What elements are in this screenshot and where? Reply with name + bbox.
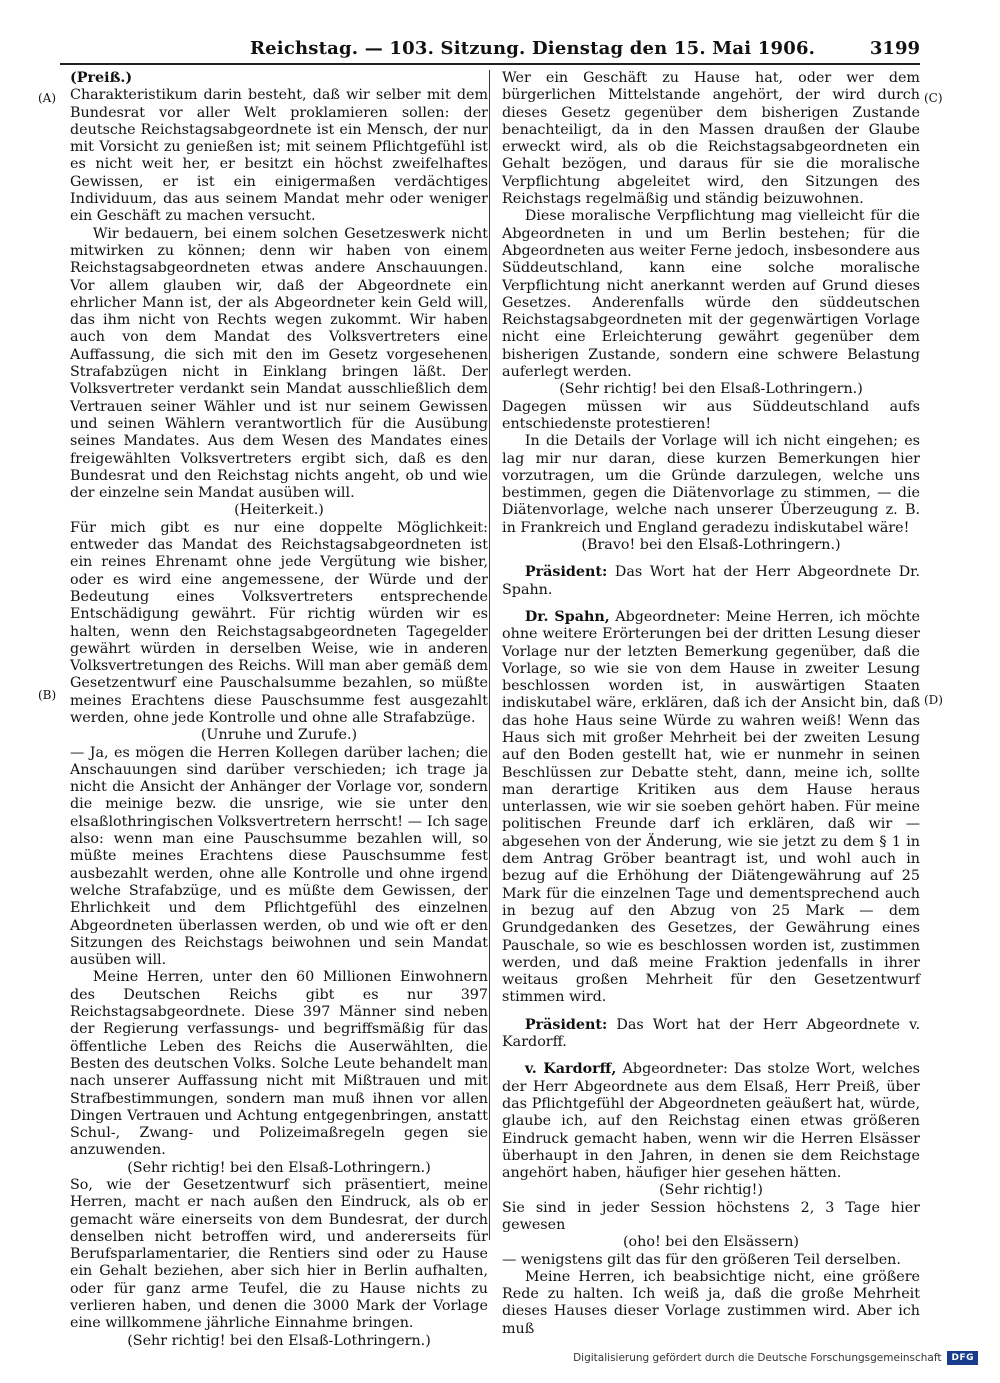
paragraph: So, wie der Gesetzentwurf sich präsentiert, meine Herren, macht er nach außen den Eindruck, als ob er gemacht wäre einerseits von dem Bundesrat, der durch denselben nicht betroffen wird, und andererseits für Berufsparlamentarier, die Rentiers sind oder zu Hause ein Gehalt beziehen, aber sich hier in Berlin aufhalten, oder für ganz arme Teufel, die zu Hause nichts zu verlieren haben, und denen die 3000 Mark der Vorlage eine willkommene jährliche Einnahme bringen. — [70, 1177, 488, 1332]
interjection: (Unruhe und Zurufe.) — [200, 727, 358, 744]
margin-marker-a: (A) — [38, 91, 57, 105]
column-divider — [489, 70, 490, 1240]
footer — [573, 1351, 978, 1365]
paragraph: Dagegen müssen wir aus Süddeutschland aufs entschiedenste protestieren! — [502, 398, 920, 432]
president-statement — [502, 1017, 920, 1052]
paragraph: — wenigstens gilt das für den größeren Teil derselben. — [502, 1251, 901, 1268]
margin-marker-b: (B) — [38, 688, 57, 702]
interjection: (Heiterkeit.) — [234, 502, 324, 519]
paragraph: Diese moralische Verpflichtung mag vielleicht für die Abgeordneten in und um Berlin bestehen; für die Abgeordneten aus weiter Ferne jedoch, insbesondere aus Süddeutschland, kann eine solche moralische Verpflichtung nicht anerkannt werden auf Grund dieses Gesetzes. Anderenfalls würde den süddeutschen Reichstagsabgeordneten mit der gegenwärtigen Vorlage nicht eine Erleichterung gewährt gegenüber dem bisherigen Zustande, sondern eine schwere Belastung auferlegt werden. — [502, 208, 920, 381]
paragraph: Für mich gibt es nur eine doppelte Möglichkeit: entweder das Mandat des Reichstagsabgeordneten ist ein reines Ehrenamt ohne jede Vergütung wie bisher, oder es wird eine angemessene, der Würde und der Bedeutung eines Volksvertreters entsprechende Entschädigung gewährt. Für richtig würden wir es halten, wenn den Reichstagsabgeordneten Tagegelder gewährt würden in derselben Weise, wie in anderen Volksvertretungen des Reichs. Will man aber gemäß dem Gesetzentwurf eine Pauschalsumme bezahlen, so müßte meines Erachtens diese Pauschsumme fest ausgezahlt werden, ohne jede Kontrolle und ohne alle Strafabzüge. — [70, 519, 488, 726]
speech — [502, 1061, 920, 1182]
interjection: (Sehr richtig!) — [659, 1182, 763, 1199]
right-column — [502, 70, 920, 1337]
paragraph: Charakteristikum darin besteht, daß wir selber mit dem Bundesrat vor aller Welt proklamieren sollen: der deutsche Reichstagsabgeordnete ist ein Mensch, der nur mit Vorsicht zu genießen ist; mit seinem Pflichtgefühl ist es nicht weit her, er besitzt ein höchst zweifelhaftes Gewissen, er ist ein einigermaßen verdächtiges Individuum, das aus seinem Mandat mehr oder weniger ein Geschäft zu machen versucht. — [70, 87, 488, 225]
page-number: 3199 — [869, 38, 920, 59]
speech-text: Abgeordneter: Meine Herren, ich möchte ohne weitere Erörterungen bei der dritten Lesung dieser Vorlage nur der letzten Bemerkung gegenüber, daß die Vorlage, so wie sie von dem Hause in zweiter Lesung beschlossen worden ist, in auswärtigen Staaten indiskutabel wäre, erklären, daß ich der Ansicht bin, daß das hohe Haus seine Würde zu wahren weiß! Wenn das Haus sich mit großer Mehrheit bei der zweiten Lesung auf den Boden gestellt hat, wie er nunmehr in seinen Beschlüssen zur Debatte steht, dann, meine ich, sollte man derartige Kritiken aus dem Hause heraus unterlassen, wie wir sie soeben gehört haben. Für meine politischen Freunde darf ich erklären, daß wir — abgesehen von der Änderung, wie sie jetzt zu dem § 1 in dem Antrag Gröber beantragt ist, und wohl auch in bezug auf die Erhöhung der Diätengewährung auf 25 Mark für die einzelnen Tage und dementsprechend auch in bezug auf den Abzug von 25 Mark — dem Grundgedanken des Gesetzes, der Gewährung eines Pauschale, so wie es beschlossen worden ist, zustimmen werden, und daß meine Fraktion jedenfalls in ihrer weitaus großen Mehrheit für den Gesetzentwurf stimmen wird. — [502, 608, 920, 1006]
paragraph: In die Details der Vorlage will ich nicht eingehen; es lag mir nur daran, diese kurzen Bemerkungen hier vorzutragen, um die Gründe darzulegen, welche uns bestimmen, gegen die Diätenvorlage zu stimmen, — die Diätenvorlage, welche nach unserer Überzeugung z. B. in Frankreich und England geradezu indiskutabel wäre! — [502, 433, 920, 536]
margin-marker-d: (D) — [924, 693, 943, 707]
interjection: (Sehr richtig! bei den Elsaß-Lothringern.) — [127, 1159, 431, 1176]
speaker-name: v. Kardorff, — [524, 1061, 617, 1078]
page-title: Reichstag. — 103. Sitzung. Dienstag den 15. Mai 1906. — [250, 38, 816, 59]
spacer — [502, 554, 920, 564]
dfg-logo: DFG — [947, 1351, 978, 1365]
spacer — [502, 1007, 920, 1017]
speaker-name: Präsident: — [524, 564, 608, 581]
margin-marker-c: (C) — [924, 91, 943, 105]
paragraph: Meine Herren, ich beabsichtige nicht, eine größere Rede zu halten. Ich weiß ja, daß die große Mehrheit dieses Hauses dieser Vorlage zustimmen wird. Aber ich muß — [502, 1268, 920, 1337]
interjection: (Bravo! bei den Elsaß-Lothringern.) — [581, 537, 841, 554]
paragraph: Meine Herren, unter den 60 Millionen Einwohnern des Deutschen Reichs gibt es nur 397 Reichstagsabgeordnete. Diese 397 Männer sind neben der Regierung verfassungs- und begriffsmäßig für das öffentliche Leben des Reichs die Auserwählten, die Besten des deutschen Volks. Solche Leute behandelt man nach unserer Auffassung nicht mit Mißtrauen und mit Strafbestimmungen, sondern man muß ihnen vor allen Dingen Vertrauen und Achtung entgegenbringen, anstatt Schul-, Zwang- und Polizeimaßregeln gegen sie anzuwenden. — [70, 969, 488, 1159]
speech — [502, 609, 920, 1007]
paragraph: Sie sind in jeder Session höchstens 2, 3 Tage hier gewesen — [502, 1199, 920, 1233]
paragraph: Wer ein Geschäft zu Hause hat, oder wer dem bürgerlichen Mittelstande angehört, der wird durch dieses Gesetz gegenüber dem bisherigen Zustande benachteiligt, da in den Massen draußen der Glaube erweckt wird, als ob die Reichstagsabgeordneten ein Gehalt bezögen, und daraus für sie die moralische Verpflichtung abgeleitet wird, den Sitzungen des Reichstags regelmäßig und ständig beizuwohnen. — [502, 70, 920, 208]
speaker-tag: (Preiß.) — [70, 70, 133, 86]
footer-credit: Digitalisierung gefördert durch die Deutsche Forschungsgemeinschaft — [573, 1352, 942, 1364]
spacer — [502, 1051, 920, 1061]
speaker-name: Dr. Spahn, — [524, 608, 610, 625]
page-header — [60, 34, 920, 64]
president-statement — [502, 564, 920, 599]
interjection: (Sehr richtig! bei den Elsaß-Lothringern.) — [127, 1332, 431, 1349]
paragraph: — Ja, es mögen die Herren Kollegen darüber lachen; die Anschauungen sind darüber verschieden; ich trage ja nicht die Ansicht der Anhänger der Vorlage vor, sondern die meinige bezw. die unsrige, wie sie unter den elsaßlothringischen Volksvertretern herrscht! — Ich sage also: wenn man eine Pauschsumme bezahlen will, so müßte meines Erachtens diese Pauschsumme fest ausbezahlt werden, ohne alle Kontrolle und ohne irgend welche Strafabzüge, und es müßte dem Gewissen, der Ehrlichkeit und dem Pflichtgefühl des einzelnen Abgeordneten überlassen werden, ob und wie oft er den Sitzungen des Reichstags beiwohnen und sein Mandat ausüben will. — [70, 744, 488, 969]
paragraph: Wir bedauern, bei einem solchen Gesetzeswerk nicht mitwirken zu können; denn wir haben von einem Reichstagsabgeordneten etwas andere Anschauungen. Vor allem glauben wir, daß der Abgeordnete ein ehrlicher Mann ist, der als Abgeordneter kein Geld will, das ihm nicht von Rechts wegen zukommt. Wir haben auch von dem Mandat des Volksvertreters eine Auffassung, die sich mit den im Gesetz vorgesehenen Strafabzügen nicht in Einklang bringen läßt. Der Volksvertreter verdankt sein Mandat ausschließlich dem Vertrauen seiner Wähler und ist nur seinem Gewissen und seinen Wählern verantwortlich für die Ausübung seines Mandates. Aus dem Wesen des Mandates eines freigewählten Volksvertreters ergibt sich, daß es den Bundesrat und den Reichstag nichts angeht, ob und wie der einzelne sein Mandat ausüben will. — [70, 225, 488, 502]
interjection: (Sehr richtig! bei den Elsaß-Lothringern.) — [559, 381, 863, 398]
statement-text: Das Wort hat der Herr Abgeordnete v. Kardorff. — [502, 1016, 920, 1051]
interjection: (oho! bei den Elsässern) — [622, 1234, 799, 1251]
spacer — [502, 599, 920, 609]
header-rule — [60, 63, 920, 65]
speaker-name: Präsident: — [524, 1016, 608, 1033]
left-column — [70, 70, 488, 1349]
speech-text: Abgeordneter: Das stolze Wort, welches der Herr Abgeordnete aus dem Elsaß, Herr Preiß, über das Pflichtgefühl der Abgeordneten geäußert hat, würde, glaube ich, auf den Reichstag einen etwas größeren Eindruck gemacht haben, wenn wir die Herren Elsässer überhaupt in den Jahren, in denen sie dem Reichstage angehört haben, häufiger hier gesehen hätten. — [502, 1061, 920, 1182]
statement-text: Das Wort hat der Herr Abgeordnete Dr. Spahn. — [502, 564, 920, 598]
